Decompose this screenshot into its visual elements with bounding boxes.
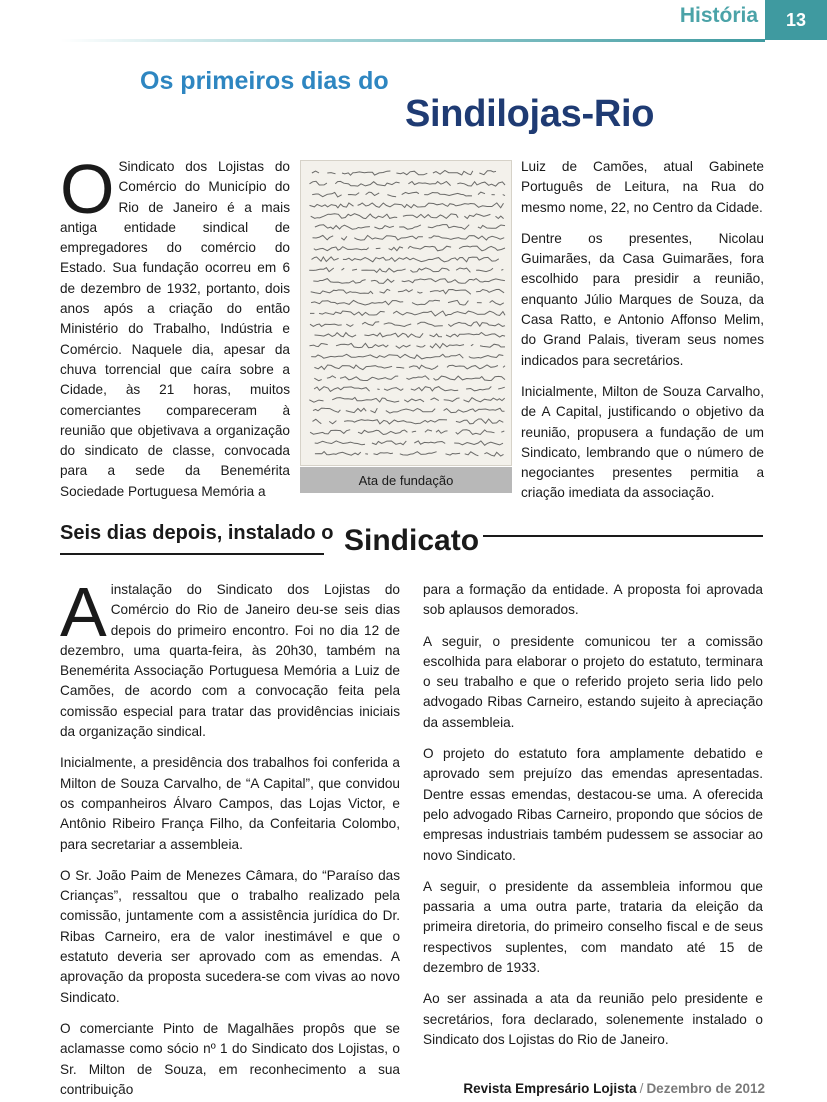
paragraph [60,573,400,742]
header-divider [60,39,765,42]
paragraph: Ao ser assinada a ata da reunião pelo presidente e secretários, fora declarado, solenemente instalado o Sindicato dos Lojistas do Rio de Janeiro. [423,991,763,1047]
paragraph: Luiz de Camões, atual Gabinete Português de Leitura, na Rua do mesmo nome, 22, no Centro da Cidade. [521,159,764,215]
paragraph: O projeto do estatuto fora amplamente debatido e aprovado sem prejuízo das emendas apresentadas. Dentre essas emendas, destacou-se uma. A oferecida pelo advogado Ribas Carneiro, propondo que sócios de empresas industriais também pudessem se associar ao novo Sindicato. [423,746,763,863]
subheading-lead: Seis dias depois, instalado o [60,522,334,544]
body-column-right [423,580,763,1050]
handwritten-document-image [301,161,512,466]
body-column-left [60,573,400,1100]
intro-column-left [60,150,290,502]
intro-paragraph: Sindicato dos Lojistas do Comércio do Município do Rio de Janeiro é a mais antiga entidade sindical de empregadores do comércio do Estado. Sua fundação ocorreu em 6 de dezembro de 1932, portanto, dois anos após a criação do então Ministério do Trabalho, Indústria e Comércio. Naquele dia, apesar da chuva torrencial que caíra sobre a Cidade, às 21 horas, muitos comerciantes compareceram à reunião que objetivava a organização do sindicato de classe, convocada para a sede da Benemérita Sociedade Portuguesa Memória a [60,159,290,499]
paragraph: A seguir, o presidente da assembleia informou que passaria a uma outra parte, trataria da eleição da primeira diretoria, do primeiro conselho fiscal e de seus respectivos suplentes, com mandato até 15 de dezembro de 1933. [423,878,763,976]
paragraph: O Sr. João Paim de Menezes Câmara, do “Paraíso das Crianças”, ressaltou que o trabalho realizado pela comissão, juntamente com a assistência jurídica do Dr. Ribas Carneiro, era de valor inestimável e que o estatuto deveria ser aprovado com as emendas. A aprovação da proposta sucedera-se com vivas ao novo Sindicato. [60,867,400,1005]
photo-caption: Ata de fundação [300,467,512,493]
section-label: História [679,4,758,27]
page-number: 13 [765,0,827,40]
paragraph: Inicialmente, a presidência dos trabalhos foi conferida a Milton de Souza Carvalho, de “A Capital”, que convidou os companheiros Álvaro Campos, das Lojas Victor, e Antônio Ribeiro França Filho, da Confeitaria Colombo, para secretariar a assembleia. [60,755,400,852]
article-kicker: Os primeiros dias do [140,67,389,95]
page-footer [463,1081,765,1096]
paragraph: A seguir, o presidente comunicou ter a comissão escolhida para elaborar o projeto do estatuto, terminara o seu trabalho e que o referido projeto seria lido pelo advogado Ribas Carneiro, estando sujeito à apreciação da assembleia. [423,633,763,730]
footer-separator: / [639,1081,644,1096]
intro-column-right [521,157,764,504]
magazine-name: Revista Empresário Lojista [463,1081,637,1096]
founding-minutes-photo [300,160,512,466]
subheading-rule-right [483,535,763,537]
paragraph: Inicialmente, Milton de Souza Carvalho, de A Capital, justificando o objetivo da reunião, propusera a fundação de um Sindicato, lembrando que o número de negociantes presentes permitia a criação imediata da associação. [521,383,764,501]
paragraph: O comerciante Pinto de Magalhães propôs que se aclamasse como sócio nº 1 do Sindicato dos Lojistas, o Sr. Milton de Souza, em reconhecimento a sua contribuição [60,1020,400,1097]
paragraph-text: instalação do Sindicato dos Lojistas do Comércio do Rio de Janeiro deu-se seis dias depois do primeiro encontro. Foi no dia 12 de dezembro, uma quarta-feira, às 20h30, também na Benemérita Associação Portuguesa Memória a Luiz de Camões, de acordo com a convocação feita pela comissão especial para tratar das providências iniciais da organização sindical. [60,582,400,740]
drop-cap: A [60,573,107,651]
drop-cap: O [60,150,115,228]
subheading-rule-left [60,553,324,555]
paragraph: Dentre os presentes, Nicolau Guimarães, da Casa Guimarães, fora escolhido para presidir a reunião, enquanto Júlio Marques de Souza, da Casa Ratto, e Antonio Affonso Melim, do Grand Palais, tiveram seus nomes indicados para secretários. [521,230,764,368]
article-title: Sindilojas-Rio [405,93,655,135]
subheading-emphasis: Sindicato [344,524,480,557]
issue-date: Dezembro de 2012 [646,1081,765,1096]
paragraph: para a formação da entidade. A proposta foi aprovada sob aplausos demorados. [423,582,763,618]
